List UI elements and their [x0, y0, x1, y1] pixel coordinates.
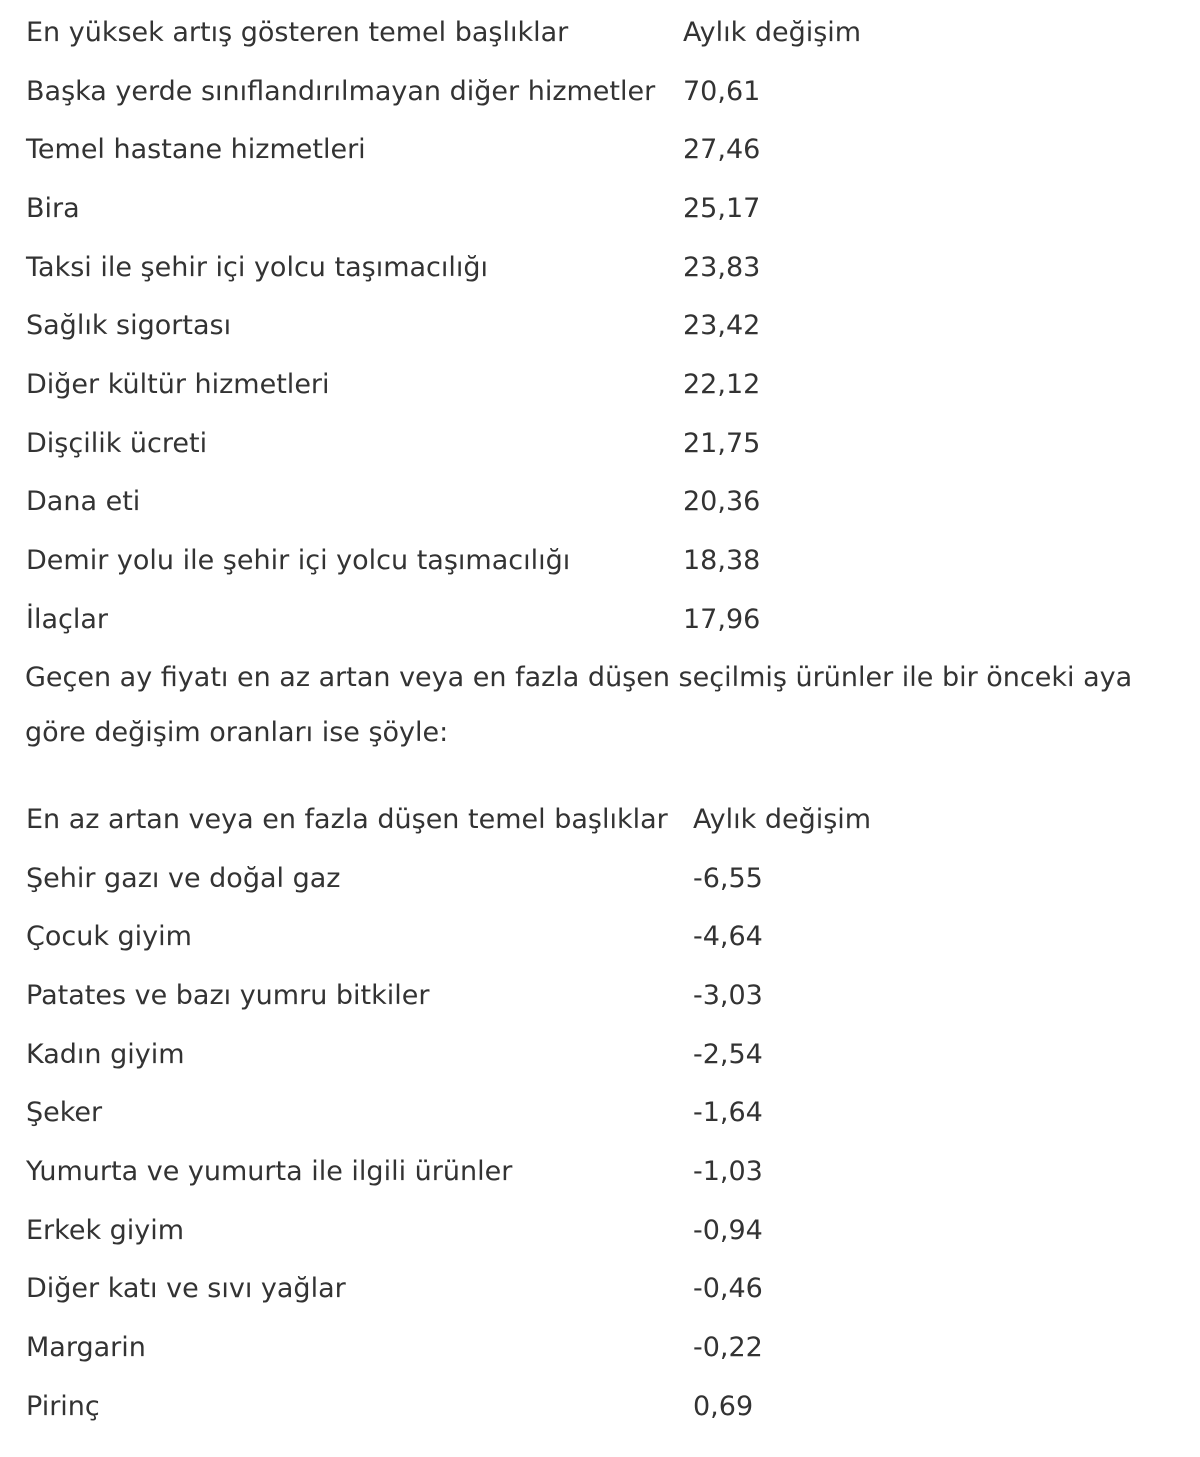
row-label: Patates ve bazı yumru bitkiler [26, 979, 430, 1011]
row-value: -6,55 [693, 862, 763, 894]
row-value: 25,17 [683, 192, 761, 224]
table-row [26, 179, 861, 238]
column-header-label: En yüksek artış gösteren temel başlıklar [26, 16, 569, 48]
table-row [26, 1377, 871, 1436]
table-row [26, 1318, 871, 1377]
row-label: Margarin [26, 1332, 146, 1364]
column-header-value: Aylık değişim [693, 803, 872, 835]
table-row [26, 355, 861, 414]
row-label: Temel hastane hizmetleri [26, 134, 366, 166]
row-value: 20,36 [683, 486, 761, 518]
table-row [26, 414, 861, 473]
table-row [26, 907, 871, 966]
row-label: Başka yerde sınıflandırılmayan diğer hizmetler [26, 75, 656, 107]
row-value: 18,38 [683, 545, 761, 577]
row-label: Dana eti [26, 486, 141, 518]
row-label: Erkek giyim [26, 1214, 185, 1246]
table-row [26, 590, 861, 649]
row-label: Pirinç [26, 1390, 100, 1422]
row-value: 0,69 [693, 1390, 754, 1422]
row-value: 21,75 [683, 427, 761, 459]
row-label: İlaçlar [26, 603, 109, 635]
row-value: 23,83 [683, 251, 761, 283]
row-label: Şehir gazı ve doğal gaz [26, 862, 341, 894]
row-value: -4,64 [693, 921, 763, 953]
table-row [26, 1025, 871, 1084]
row-value: -0,94 [693, 1214, 763, 1246]
intro-paragraph: Geçen ay fiyatı en az artan veya en fazla düşen seçilmiş ürünler ile bir önceki aya göre değişim oranları ise şöyle: [25, 662, 1133, 748]
table-row [26, 238, 861, 297]
table-row [26, 1083, 871, 1142]
row-label: Şeker [26, 1097, 103, 1129]
row-value: -0,46 [693, 1273, 763, 1305]
row-label: Yumurta ve yumurta ile ilgili ürünler [26, 1155, 513, 1187]
row-label: Sağlık sigortası [26, 310, 232, 342]
highest-increase-table [26, 3, 861, 649]
row-value: 17,96 [683, 603, 761, 635]
row-label: Diğer katı ve sıvı yağlar [26, 1273, 346, 1305]
row-value: 27,46 [683, 134, 761, 166]
table-row [26, 849, 871, 908]
table-row [26, 531, 861, 590]
row-label: Kadın giyim [26, 1038, 185, 1070]
column-header-value: Aylık değişim [683, 16, 862, 48]
row-label: Dişçilik ücreti [26, 427, 208, 459]
row-label: Taksi ile şehir içi yolcu taşımacılığı [26, 251, 489, 283]
table-header-row [26, 3, 861, 62]
row-label: Diğer kültür hizmetleri [26, 368, 330, 400]
row-value: -3,03 [693, 979, 763, 1011]
table-row [26, 473, 861, 532]
table-header-row [26, 790, 871, 849]
table-row [26, 1260, 871, 1319]
table-row [26, 120, 861, 179]
table-row [26, 966, 871, 1025]
row-value: 70,61 [683, 75, 761, 107]
column-header-label: En az artan veya en fazla düşen temel başlıklar [26, 803, 668, 835]
table-row [26, 1142, 871, 1201]
row-label: Bira [26, 192, 80, 224]
lowest-change-table [26, 790, 871, 1436]
row-value: -1,03 [693, 1155, 763, 1187]
row-value: -0,22 [693, 1332, 763, 1364]
table-row [26, 1201, 871, 1260]
row-value: 23,42 [683, 310, 761, 342]
row-label: Çocuk giyim [26, 921, 192, 953]
row-value: -2,54 [693, 1038, 763, 1070]
row-value: -1,64 [693, 1097, 763, 1129]
row-value: 22,12 [683, 368, 761, 400]
table-row [26, 62, 861, 121]
row-label: Demir yolu ile şehir içi yolcu taşımacılığı [26, 545, 571, 577]
table-row [26, 296, 861, 355]
